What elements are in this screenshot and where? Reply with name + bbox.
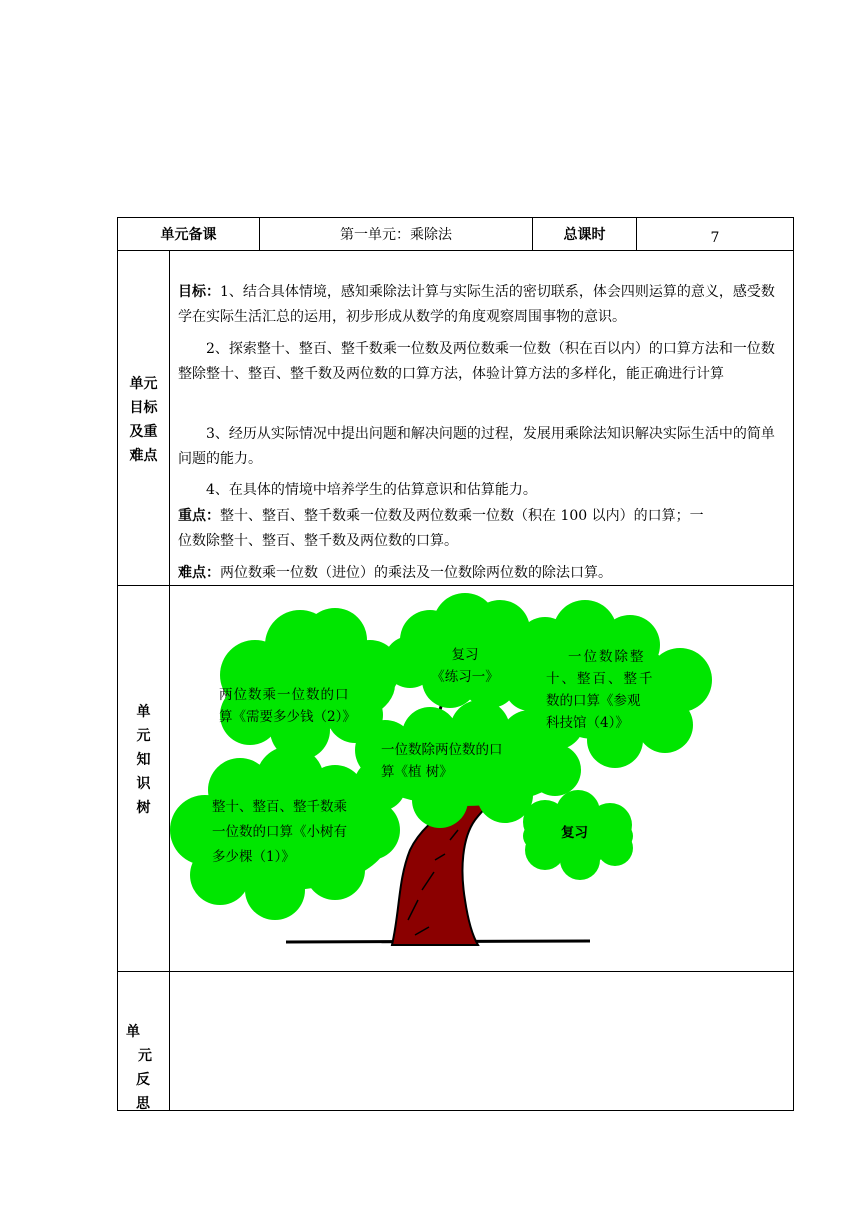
- leaf-one-digit-divide-integer: 一位数除整 十、整百、整千 数的口算《参观 科技馆（4）》: [546, 649, 655, 731]
- leaf-two-digit-times-one: 两位数乘一位数的口 算《需要多少钱（2）》: [219, 687, 356, 725]
- table-border-right: [793, 217, 794, 1111]
- leaf-review-2: 复习: [561, 825, 588, 841]
- leaf-review-1: 复习 《练习一》: [431, 647, 499, 685]
- reflection-side-label: 单 元 反 思: [126, 1024, 152, 1112]
- difficult-points: 难点：两位数乘一位数（进位）的乘法及一位数除两位数的除法口算。: [178, 565, 612, 581]
- goals-side-label: 单元 目标 及重 难点: [129, 376, 158, 464]
- leaf-one-divide-two-digit: 一位数除两位数的口 算《植 树》: [381, 742, 503, 780]
- table-border-left: [117, 217, 118, 1111]
- goal-3: 3、经历从实际情况中提出问题和解决问题的过程，发展用乘除法知识解决实际生活中的简单问题的能力。: [178, 426, 775, 467]
- header-total-lessons-value: 7: [710, 230, 720, 246]
- goal-4: 4、在具体的情境中培养学生的估算意识和估算能力。: [206, 482, 537, 498]
- header-unit-prep: 单元备课: [160, 227, 217, 243]
- table-border-bottom: [117, 1110, 794, 1111]
- header-unit-title: 第一单元：乘除法: [340, 227, 452, 243]
- goal-2: 2、探索整十、整百、整千数乘一位数及两位数乘一位数（积在百以内）的口算方法和一位数整除整十、整百、整千数及两位数的口算方法，体验计算方法的多样化，能正确进行计算: [178, 341, 775, 382]
- header-total-lessons-label: 总课时: [563, 227, 606, 243]
- goal-1: 目标：1、结合具体情境，感知乘除法计算与实际生活的密切联系，体会四则运算的意义，感受数学在实际生活汇总的运用，初步形成从数学的角度观察周围事物的意识。: [178, 284, 775, 325]
- reflection-content[interactable]: [170, 972, 793, 1110]
- key-points: 重点：整十、整百、整千数乘一位数及两位数乘一位数（积在 100 以内）的口算；一 位数除整十、整百、整千数及两位数的口算。: [178, 508, 704, 549]
- tree-side-label: 单 元 知 识 树: [136, 704, 151, 816]
- leaf-integer-times-one: 整十、整百、整千数乘 一位数的口算《小树有 多少棵（1）》: [212, 799, 347, 865]
